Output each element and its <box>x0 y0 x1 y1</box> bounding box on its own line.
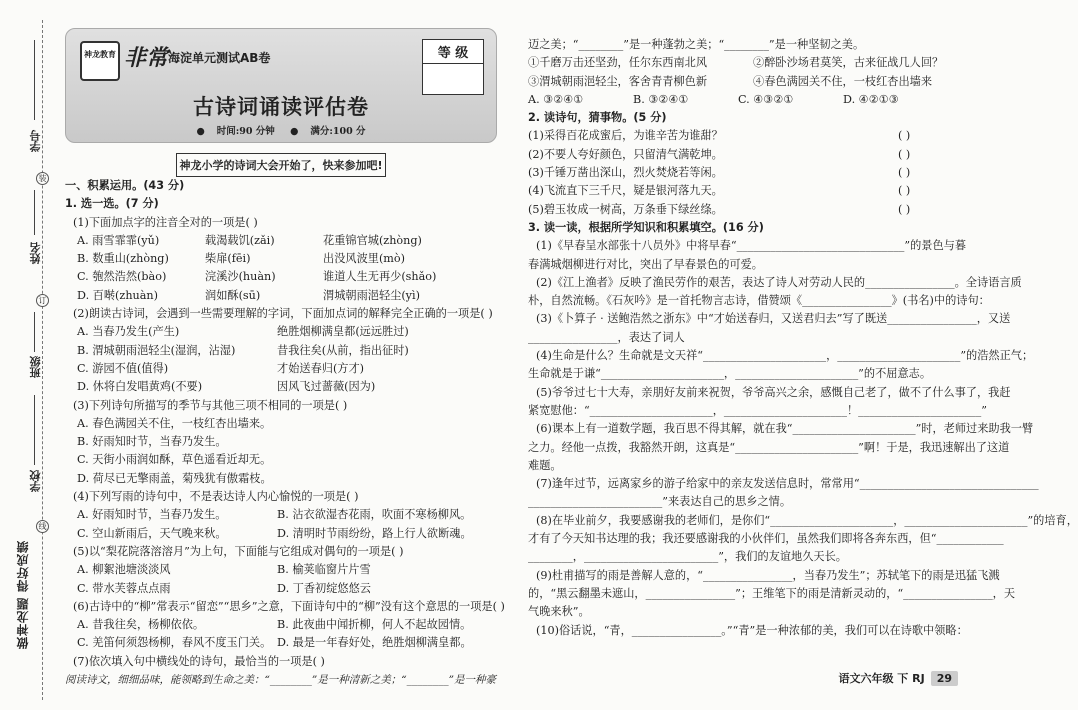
text-line: C. 天街小雨润如酥，草色遥看近却无。 <box>77 453 272 467</box>
text-line: 难题。 <box>528 458 562 472</box>
option-item: ④春色满园关不住，一枝红杏出墙来 <box>753 74 933 88</box>
text-line: (5)以“梨花院落溶溶月”为上句，下面能与它组成对偶句的一项是( ) <box>73 544 404 558</box>
course-label: 语文六年级 下 RJ <box>838 672 925 685</box>
text-line: (5)爷爷过七十大寿，亲朋好友前来祝贺，爷爷高兴之余，感慨自己老了，做不了什么事了，我赶 <box>536 385 1011 399</box>
text-line: (2)朗读古诗词，会遇到一些需要理解的字词，下面加点词的解释完全正确的一项是( ) <box>73 307 493 321</box>
option-item: D. 丁香初绽悠悠云 <box>277 581 371 595</box>
option-item: D. 最是一年春好处，绝胜烟柳满皇都。 <box>277 636 472 650</box>
binding-margin <box>0 0 62 710</box>
name-underline <box>34 190 35 235</box>
option-item: 浣溪沙(huàn) <box>205 270 276 284</box>
text-line: 之力。经他一点拨，我豁然开朗，这真是“______________________”啊！于是，我迅速解出了这道 <box>528 440 1010 454</box>
text-line: 迈之美；“________”是一种蓬勃之美；“________”是一种坚韧之美。 <box>528 38 865 51</box>
option-row <box>65 323 497 341</box>
option-item: 昔我往矣(从前，指出征时) <box>277 343 409 357</box>
text-line: B. 好雨知时节，当春乃发生。 <box>77 435 227 449</box>
text-line: 朴，自然流畅。《石灰吟》是一首托物言志诗，借赞颂《________________》(书名)中的诗句： <box>528 294 990 308</box>
text-line: 气晚来秋”。 <box>528 605 590 619</box>
option-item: C. 羌笛何须怨杨柳，春风不度玉门关。 <box>77 636 272 650</box>
option-item: A. 好雨知时节，当春乃发生。 <box>77 508 227 522</box>
option-row <box>65 268 497 286</box>
option-item: 花重锦官城(zhòng) <box>323 233 422 247</box>
page-footer <box>838 670 958 686</box>
text-line: 生命就是于谦“______________________，______________________”的不屈意志。 <box>528 367 932 381</box>
option-item: 柴扉(fēi) <box>205 252 251 266</box>
text-line: (4)下列写雨的诗句中，不是表达诗人内心愉悦的一项是( ) <box>73 490 359 504</box>
full-score: 满分:100 分 <box>310 126 366 137</box>
grade-box <box>422 39 484 95</box>
text-line: (7)依次填入句中横线处的诗句，最恰当的一项是( ) <box>73 654 325 668</box>
text-line: 3. 读一读，根据所学知识和积累填空。(16 分) <box>528 220 764 234</box>
option-item: 才始送春归(方才) <box>277 361 365 375</box>
text-line: (1)《早春呈水部张十八员外》中将早春“______________________________”的景色与暮 <box>536 239 967 253</box>
option-row <box>528 182 968 200</box>
option-item: (5)碧玉妆成一树高，万条垂下绿丝绦。 <box>528 202 723 216</box>
option-row <box>65 506 497 524</box>
option-item: D. 百啭(zhuàn) <box>77 288 158 302</box>
exam-meta <box>66 123 496 137</box>
text-line: (3)下列诗句所描写的季节与其他三项不相同的一项是( ) <box>73 398 348 412</box>
text-line: 阅读诗文，细细品味，能领略到生命之美：“________”是一种清新之美；“________”是一种豪 <box>65 674 496 687</box>
option-item: ( ) <box>898 202 911 216</box>
option-item: D. 休将白发唱黄鸡(不要) <box>77 380 203 394</box>
score-icon: ● <box>290 126 299 137</box>
left-page <box>65 28 505 689</box>
option-item: 绝胜烟柳满皇都(远远胜过) <box>277 325 409 339</box>
text-line: (9)杜甫描写的雨是善解人意的，“________________，当春乃发生”；苏轼笔下的雨是迅猛飞溅 <box>536 568 1000 582</box>
option-item: ( ) <box>898 147 911 161</box>
option-item: C. 游园不值(值得) <box>77 361 169 375</box>
name-label: 姓名 <box>29 242 42 264</box>
text-line: 的，“黑云翻墨未遮山，________________”；王维笔下的雨是清新灵动的，“________________，天 <box>528 586 1016 600</box>
text-line: (6)古诗中的“柳”常表示“留恋”“思乡”之意，下面诗句中的“柳”没有这个意思的一项是( ) <box>73 599 505 613</box>
right-page <box>528 36 1078 640</box>
option-row <box>65 634 497 652</box>
text-line: 2. 读诗句，猜事物。(5 分) <box>528 111 667 125</box>
logo-text: 神龙教育 <box>84 49 116 59</box>
student-id-label: 学号 <box>29 130 42 152</box>
option-item: (4)飞流直下三千尺，疑是银河落九天。 <box>528 184 723 198</box>
option-item: B. 沾衣欲湿杏花雨，吹面不寒杨柳风。 <box>277 508 472 522</box>
text-line: (8)在毕业前夕，我要感谢我的老师们，是你们“______________________，______________________”的培育， <box>536 513 1078 527</box>
text-line: 才有了今天知书达理的我；我还要感谢我的小伙伴们，虽然我们即将各奔东西，但“____________ <box>528 532 1004 546</box>
time-limit: 时间:90 分钟 <box>216 126 275 137</box>
option-item: B. 数重山(zhòng) <box>77 252 169 266</box>
option-item: C. 空山新雨后，天气晚来秋。 <box>77 526 227 540</box>
left-questions <box>65 177 505 689</box>
text-line: D. 荷尽已无擎雨盖，菊残犹有傲霜枝。 <box>77 471 272 485</box>
series-name: 海淀单元测试AB卷 <box>168 51 271 65</box>
option-item: 因风飞过蔷薇(因为) <box>277 380 376 394</box>
text-line: (4)生命是什么？生命就是文天祥“______________________，______________________”的浩然正气； <box>536 349 1034 363</box>
option-item: 载渴载饥(zǎi) <box>205 233 275 247</box>
exam-header <box>65 28 497 143</box>
text-line: ________________，表达了词人 <box>528 330 685 344</box>
option-row <box>65 616 497 634</box>
bind-mark-1: 装 <box>36 172 49 185</box>
option-item: C. ④③②① <box>738 92 794 106</box>
option-item: B. 渭城朝雨浥轻尘(湿润，沾湿) <box>77 343 236 357</box>
option-row <box>528 201 968 219</box>
intro-banner: 神龙小学的诗词大会开始了，快来参加吧! <box>176 153 386 177</box>
bind-mark-3: 线 <box>36 520 49 533</box>
clock-icon: ● <box>196 126 205 137</box>
option-row <box>65 342 497 360</box>
text-line: 一、积累运用。(43 分) <box>65 179 185 192</box>
option-item: ③渭城朝雨浥轻尘，客舍青青柳色新 <box>528 74 708 88</box>
option-item: B. 此夜曲中闻折柳，何人不起故园情。 <box>277 618 472 632</box>
publisher-logo <box>80 41 120 81</box>
text-line: (2)《江上渔者》反映了渔民劳作的艰苦，表达了诗人对劳动人民的________________。全诗语言质 <box>536 275 1022 289</box>
option-item: D. 清明时节雨纷纷，路上行人欲断魂。 <box>277 526 472 540</box>
option-row <box>528 54 968 72</box>
option-item: ①千磨万击还坚劲，任尔东西南北风 <box>528 56 708 70</box>
option-row <box>528 73 968 91</box>
student-id-underline <box>34 40 35 120</box>
option-item: B. 榆荚临窗片片雪 <box>277 563 371 577</box>
text-line: ________________________”来表达自己的思乡之情。 <box>528 495 792 509</box>
option-item: 谁道人生无再少(shǎo) <box>323 270 437 284</box>
option-item: 润如酥(sū) <box>205 288 261 302</box>
option-row <box>65 378 497 396</box>
option-row <box>528 146 968 164</box>
option-item: (1)采得百花成蜜后，为谁辛苦为谁甜？ <box>528 129 723 143</box>
option-item: (3)千锤万凿出深山，烈火焚烧若等闲。 <box>528 166 723 180</box>
text-line: (6)课本上有一道数学题，我百思不得其解，就在我“______________________”时，老师过来助我一臂 <box>536 422 1034 436</box>
option-row <box>65 561 497 579</box>
text-line: (3)《卜算子 · 送鲍浩然之浙东》中“才始送春归，又送君归去”写了既送________________，又送 <box>536 312 1011 326</box>
option-item: ( ) <box>898 166 911 180</box>
option-row <box>65 287 497 305</box>
brand-name: 非常 <box>124 46 169 71</box>
school-underline <box>34 395 35 465</box>
option-row <box>528 127 968 145</box>
option-item: (2)不要人夸好颜色，只留清气满乾坤。 <box>528 147 723 161</box>
school-label: 学校 <box>29 470 42 492</box>
option-item: A. 当春乃发生(产生) <box>77 325 180 339</box>
text-line: 紧宽慰他：“______________________，______________________！______________________” <box>528 403 987 417</box>
option-row <box>528 91 968 109</box>
page-number: 29 <box>931 671 958 686</box>
grade-label: 等 级 <box>423 40 483 64</box>
slogan: 做神龙题 得好成绩 <box>16 540 30 650</box>
right-questions <box>528 36 1078 640</box>
option-row <box>65 360 497 378</box>
class-underline <box>34 312 35 352</box>
option-item: C. 带水芙蓉点点雨 <box>77 581 171 595</box>
option-item: 渭城朝雨浥轻尘(yì) <box>323 288 420 302</box>
text-line: (7)逢年过节，远离家乡的游子给家中的亲友发送信息时，常常用“________________________________ <box>536 477 1039 491</box>
option-item: A. 昔我往矣，杨柳依依。 <box>77 618 205 632</box>
option-item: D. ④②①③ <box>843 92 899 106</box>
text-line: (1)下面加点字的注音全对的一项是( ) <box>73 215 258 229</box>
text-line: ________，________________________”，我们的友谊地久天长。 <box>528 550 847 564</box>
option-row <box>65 580 497 598</box>
option-item: 出没风波里(mò) <box>323 252 406 266</box>
bind-mark-2: 订 <box>36 294 49 307</box>
text-line: A. 春色满园关不住，一枝红杏出墙来。 <box>77 416 272 430</box>
option-item: A. 雨雪霏霏(yǔ) <box>77 233 160 247</box>
option-item: B. ③②④① <box>633 92 689 106</box>
option-item: C. 匏然浩然(bào) <box>77 270 167 284</box>
option-item: A. 柳絮池塘淡淡风 <box>77 563 171 577</box>
option-row <box>65 232 497 250</box>
text-line: 春满城烟柳进行对比，突出了早春景色的可爱。 <box>528 257 763 271</box>
option-item: ②醉卧沙场君莫笑，古来征战几人回？ <box>753 56 944 70</box>
option-row <box>65 250 497 268</box>
text-line: 1. 选一选。(7 分) <box>65 197 159 211</box>
page-title: 古诗词诵读评估卷 <box>193 95 369 119</box>
option-row <box>65 525 497 543</box>
option-item: ( ) <box>898 184 911 198</box>
option-row <box>528 164 968 182</box>
text-line: (10)俗话说，“青，________________。”“青”是一种浓郁的美，我们可以在诗歌中领略： <box>536 623 968 637</box>
class-label: 班级 <box>29 356 42 378</box>
option-item: A. ③②④① <box>528 92 584 106</box>
option-item: ( ) <box>898 129 911 143</box>
